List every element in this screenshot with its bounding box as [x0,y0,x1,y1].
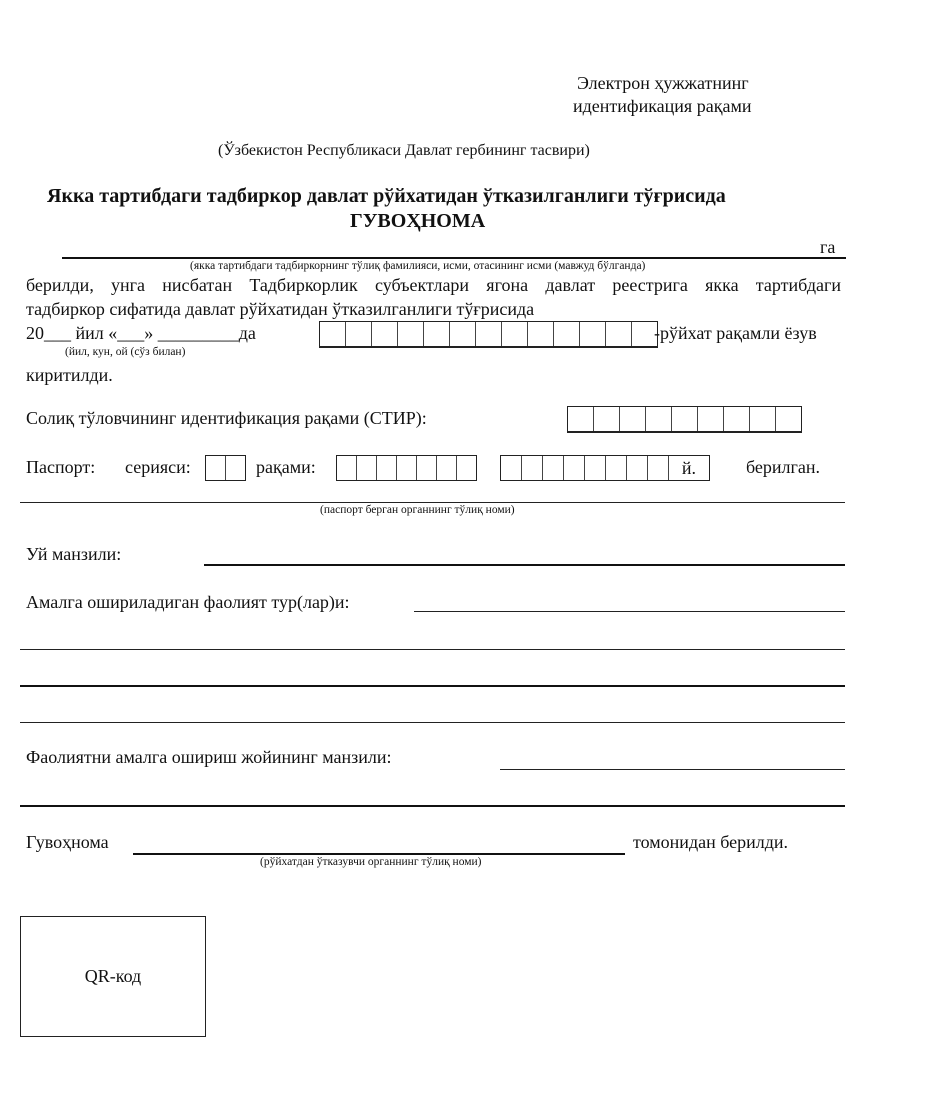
issue-date-boxes[interactable] [500,455,710,481]
place-label: Фаолиятни амалга ошириш жойининг манзили: [26,747,392,767]
issuer-hint: (рўйхатдан ўтказувчи органнинг тўлиқ номи) [260,856,482,868]
emblem-placeholder: (Ўзбекистон Республикаси Давлат гербининг тасвири) [218,142,590,159]
activity-line-2[interactable] [20,649,845,650]
passport-label: Паспорт: [26,457,96,477]
stir-label: Солиқ тўловчининг идентификация рақами (СТИР): [26,408,427,428]
place-line-2[interactable] [20,805,845,807]
entered-text: киритилди. [26,365,113,385]
stir-boxes[interactable] [567,406,802,433]
passport-number-boxes[interactable] [336,455,477,481]
address-line[interactable] [204,564,845,566]
record-suffix: -рўйхат рақамли ёзув [654,323,817,343]
passport-hint: (паспорт берган органнинг тўлиқ номи) [320,504,515,516]
qr-code-box [20,916,206,1037]
place-line-1[interactable] [500,769,845,770]
para-line1: берилди, унга нисбатан Тадбиркорлик субъектлари ягона давлат реестрига якка тартибдаги [26,275,841,295]
activity-line-1[interactable] [414,611,845,612]
activity-label: Амалга ошириладиган фаолият тур(лар)и: [26,592,350,612]
issued-by-text: томонидан берилди. [633,832,789,852]
ga-suffix: га [820,237,836,257]
cert-label: Гувоҳнома [26,832,109,852]
series-label: серияси: [125,457,191,477]
doc-id-label: Электрон ҳужжатнинг [577,73,749,93]
title-line2: ГУВОҲНОМА [350,210,486,232]
passport-issuer-line[interactable] [20,502,845,503]
title-line1: Якка тартибдаги тадбиркор давлат рўйхатидан ўтказилганлиги тўғрисида [47,185,726,207]
name-hint: (якка тартибдаги тадбиркорнинг тўлиқ фамилияси, исми, отасининг исми (мавжуд бўлганда) [190,260,646,272]
activity-line-3[interactable] [20,685,845,687]
date-line[interactable]: 20___ йил «___» _________да [26,323,256,343]
date-hint: (йил, кун, ой (сўз билан) [65,346,186,358]
name-field-line[interactable] [62,257,846,259]
issuer-line[interactable] [133,853,625,855]
record-number-boxes[interactable] [319,321,658,348]
doc-id-label-2: идентификация рақами [573,96,752,116]
address-label: Уй манзили: [26,544,122,564]
series-boxes[interactable] [205,455,246,481]
issued-text: берилган. [746,457,821,477]
year-abbr: й. [681,458,697,478]
qr-label: QR-код [84,966,142,986]
para-line2: тадбиркор сифатида давлат рўйхатидан ўтказилганлиги тўғрисида [26,299,535,319]
activity-line-4[interactable] [20,722,845,723]
number-label: рақами: [256,457,316,477]
